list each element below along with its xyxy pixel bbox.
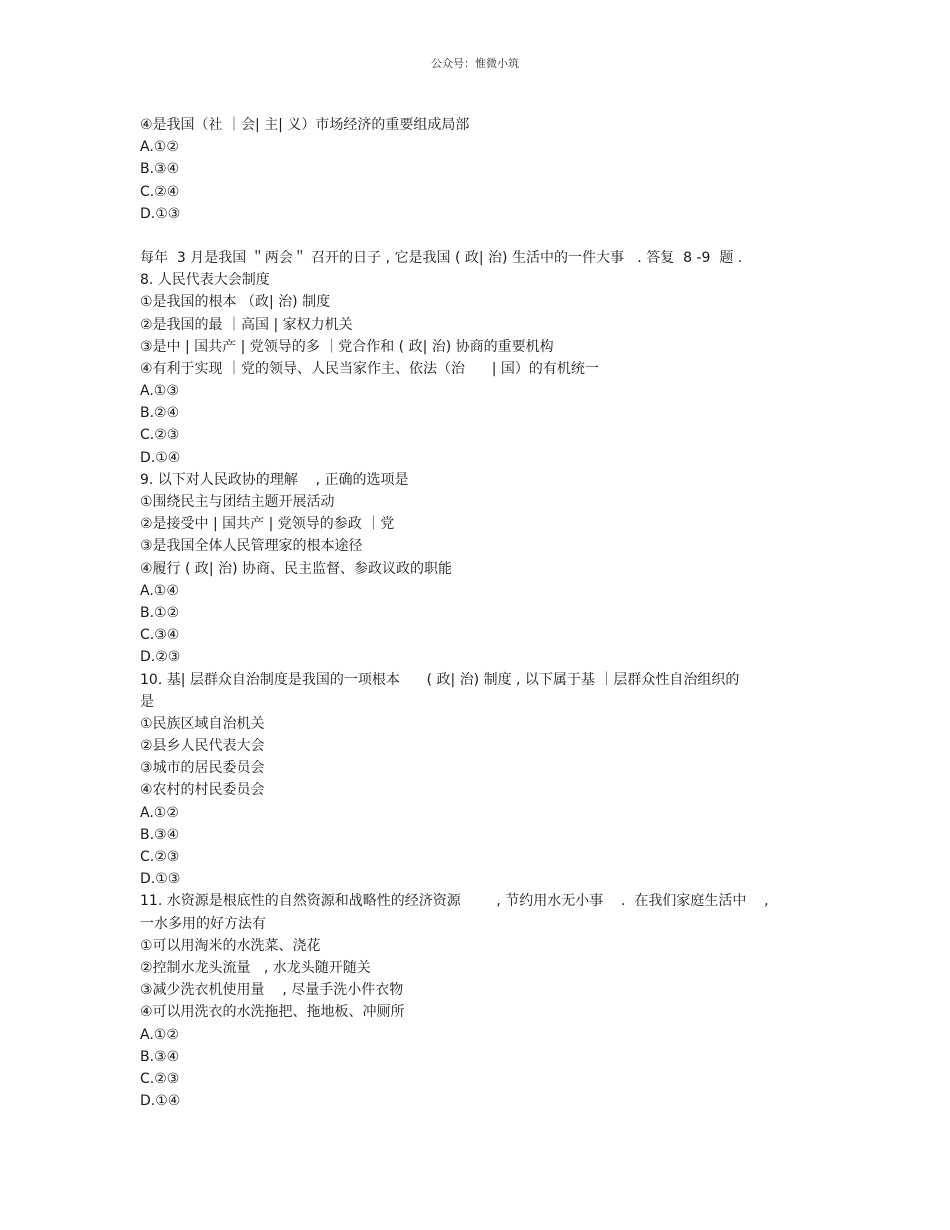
answer-option: C.②③ [140,1070,180,1087]
question-11 [140,890,830,1112]
answer-option: C.②③ [140,427,180,444]
question-item: ③是中 | 国共产 | 党领导的多 ｜党合作和 ( 政| 治) 协商的重要机构 [140,338,554,355]
question-stem: 9. 以下对人民政协的理解 , 正确的选项是 [140,471,409,488]
answer-option: C.②③ [140,849,180,865]
question-item: ④履行 ( 政| 治) 协商、民主监督、参政议政的职能 [140,560,452,577]
question-item: ①是我国的根本 （政| 治) 制度 [140,294,331,311]
answer-option: B.②④ [140,405,180,422]
answer-option: A.①③ [140,383,179,400]
answer-option: C.③④ [140,627,180,644]
question-10 [140,669,830,891]
answer-option: D.①④ [140,449,181,466]
question-item: ④农村的村民委员会 [140,782,265,799]
section-intro: 每年 3 月是我国 ＂两会＂ 召开的日子 , 它是我国 ( 政| 治) 生活中的一件大事 . 答复 8 -9 题 . [140,249,743,266]
previous-question-tail [140,114,830,225]
document-body [140,114,830,1112]
question-item: ③城市的居民委员会 [140,760,265,777]
answer-option: B.③④ [140,161,180,178]
page-header: 公众号：惟微小筑 [431,57,519,70]
question-item: ①围绕民主与团结主题开展活动 [140,494,335,510]
answer-option: B.①② [140,604,180,621]
answer-option: D.②③ [140,649,181,666]
question-item: ②是我国的最 ｜高国 | 家权力机关 [140,316,353,333]
question-stem: 10. 基| 层群众自治制度是我国的一项根本 ( 政| 治) 制度 , 以下属于基 ｜层群众性自治组织的 [140,671,740,688]
question-item: ②县乡人民代表大会 [140,738,265,755]
question-stem-continuation: 是 [140,693,154,710]
question-stem-continuation: 一水多用的好方法有 [140,915,266,932]
answer-option: A.①② [140,1026,179,1043]
answer-option: A.①④ [140,582,179,599]
answer-option: C.②④ [140,183,180,200]
question-item: ②控制水龙头流量 , 水龙头随开随关 [140,959,371,976]
question-item: ③是我国全体人民管理家的根本途径 [140,538,363,555]
question-item: ①可以用淘米的水洗菜、浇花 [140,937,321,954]
answer-option: B.③④ [140,1048,180,1065]
question-stem: 11. 水资源是根底性的自然资源和战略性的经济资源 , 节约用水无小事 . 在我们家庭生活中 , [140,893,769,910]
question-item: ④是我国（社 ｜会| 主| 义）市场经济的重要组成局部 [140,117,470,133]
answer-option: D.①③ [140,871,181,888]
paragraph-gap [140,225,830,247]
answer-option: A.①② [140,804,179,821]
question-item: ③减少洗衣机使用量 , 尽量手洗小件衣物 [140,982,404,999]
question-9 [140,469,830,669]
question-item: ②是接受中 | 国共产 | 党领导的参政 ｜党 [140,516,395,533]
answer-option: D.①④ [140,1093,181,1110]
question-stem: 8. 人民代表大会制度 [140,272,270,289]
answer-option: D.①③ [140,205,181,222]
question-item: ①民族区域自治机关 [140,715,265,732]
answer-option: B.③④ [140,826,180,843]
answer-option: A.①② [140,139,179,156]
question-item: ④有利于实现 ｜党的领导、人民当家作主、依法（治 | 国）的有机统一 [140,360,599,377]
question-item: ④可以用洗衣的水洗拖把、拖地板、冲厕所 [140,1004,405,1021]
question-8 [140,269,830,469]
